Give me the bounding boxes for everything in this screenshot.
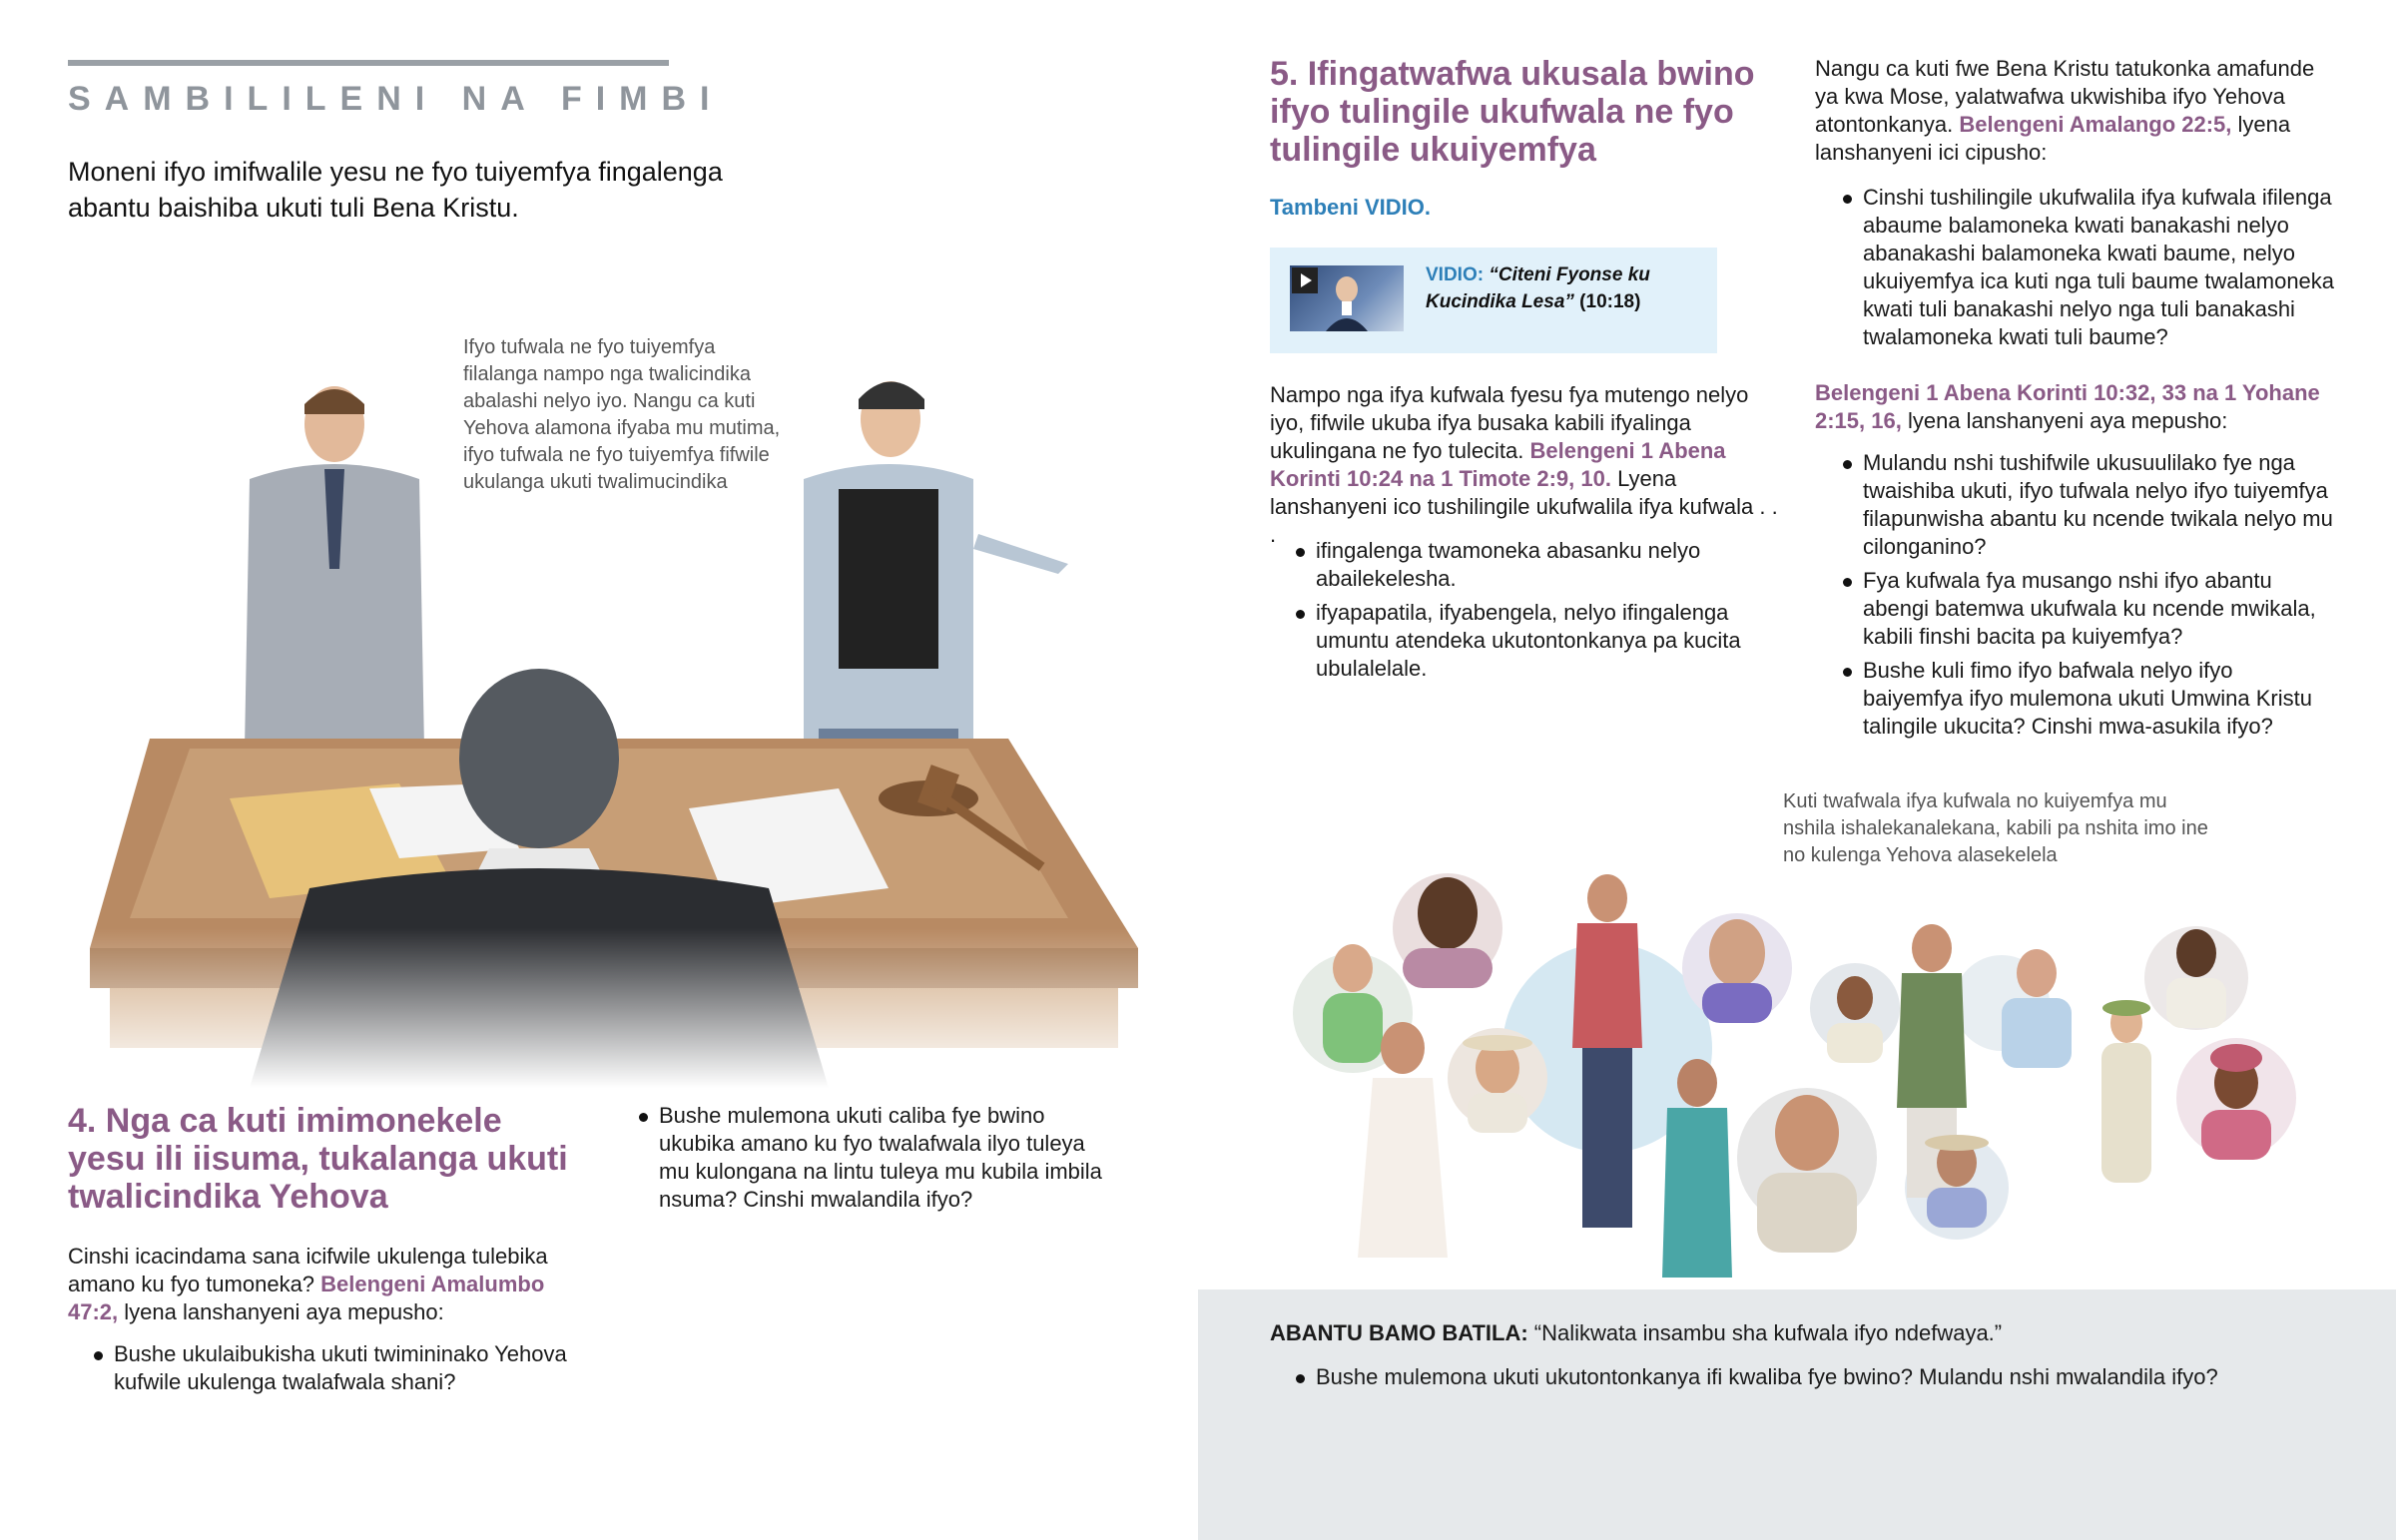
section-5-col2-paragraph	[1815, 55, 2334, 167]
section-5-bullets	[1292, 537, 1781, 689]
paragraph-text: Nampo nga ifya kufwala fyesu fya mutengo nelyo iyo, fifwile ukuba ifya busaka kabili ifyalinga ukulingana ne fyo tulecita.	[1270, 382, 1749, 463]
scripture-reference: Belengeni Amalumbo 47:2,	[68, 1272, 545, 1324]
paragraph-tail: lyena lanshanyeni ici cipusho:	[1815, 112, 2291, 165]
bullet-item: Fya kufwala fya musango nshi ifyo abantu abengi batemwa ukufwala ku ncende mwikala, kabili finshi bacita pa kuiyemfya?	[1839, 567, 2338, 651]
header-rule	[68, 60, 669, 66]
section-4-bullets-b	[635, 1102, 1114, 1220]
bullet-item: Mulandu nshi tushifwile ukusuulilako fye nga twaishiba ukuti, ifyo tufwala nelyo ifyo tuiyemfya filapunwisha abantu ku ncende twikala nelyo mu cilonganino?	[1839, 449, 2338, 561]
paragraph-tail: lyena lanshanyeni aya mepusho:	[1907, 408, 2228, 433]
paragraph-text: Nangu ca kuti fwe Bena Kristu tatukonka amafunde ya kwa Mose, yalatwafwa ukwishiba ifyo Yehova atontonkanya.	[1815, 56, 2315, 137]
video-title: “Citeni Fyonse ku Kucindika Lesa”	[1426, 264, 1650, 312]
illustration-caption: Ifyo tufwala ne fyo tuiyemfya filalanga nampo nga twalicindika abalashi nelyo iyo. Nangu ca kuti Yehova alamona ifyaba mu mutima, ifyo tufwala ne fyo tuiyemfya fifwile ukulanga ukuti twalimucindika	[463, 336, 781, 493]
bullet-item: Bushe mulemona ukuti caliba fye bwino ukubika amano ku fyo twalafwala ilyo tuleya mu kulongana na lintu tuleya mu kubila imbila nsuma? Cinshi mwalandila ifyo?	[635, 1102, 1114, 1214]
section-5-paragraph	[1270, 381, 1784, 549]
section-4-paragraph	[68, 1243, 597, 1326]
woman-green-hat	[2101, 1000, 2151, 1183]
intro-text: Moneni ifyo imifwalile yesu ne fyo tuiyemfya fingalenga abantu baishiba ukuti tuli Bena Kristu.	[68, 157, 723, 223]
bullet-item: ifingalenga twamoneka abasanku nelyo abailekelesha.	[1292, 537, 1781, 593]
watch-video-prompt: Tambeni VIDIO.	[1270, 195, 1431, 220]
bullet-item: Bushe ukulaibukisha ukuti twimininako Yehova kufwile ukulenga twalafwala shani?	[90, 1340, 609, 1396]
objection-bullets	[1292, 1363, 2370, 1397]
section-4-heading: 4. Nga ca kuti imimonekele yesu ili iisuma, tukalanga ukuti twalicindika Yehova	[68, 1102, 568, 1216]
bullet-item: ifyapapatila, ifyabengela, nelyo ifingalenga umuntu atendeka ukutontonkanya pa kucita ubulalelale.	[1292, 599, 1781, 683]
bullet-item: Bushe mulemona ukuti ukutontonkanya ifi kwaliba fye bwino? Mulandu nshi mwalandila ifyo?	[1292, 1363, 2370, 1391]
section-5-col2-bullets-2	[1839, 449, 2338, 747]
bullet-item: Cinshi tushilingile ukufwalila ifya kufwala ifilenga abaume balamoneka kwati banakashi nelyo abanakashi balamoneka kwati baume, nelyo ukuiyemfya ica kuti nga tuli baume twalamoneka kwati tuli banakashi nelyo nga tuli banakashi twalamoneka kwati tuli baume?	[1839, 184, 2338, 351]
scripture-reference: Belengeni 1 Abena Korinti 10:32, 33 na 1 Yohane 2:15, 16,	[1815, 380, 2320, 433]
video-keyword: VIDIO:	[1426, 264, 1485, 285]
people-caption: Kuti twafwala ifya kufwala no kuiyemfya mu nshila ishalekanalekana, kabili pa nshita imo ine no kulenga Yehova alasekelela	[1783, 790, 2208, 866]
paragraph-text: Cinshi icacindama sana icifwile ukulenga tulebika amano ku fyo tumoneka?	[68, 1244, 548, 1296]
section-header: SAMBILILENI NA FIMBI	[68, 80, 724, 118]
video-label[interactable]	[1426, 261, 1705, 315]
scripture-reference: Belengeni 1 Abena Korinti 10:24 na 1 Timote 2:9, 10.	[1270, 438, 1726, 491]
paragraph-tail: Lyena lanshanyeni ico tushilingile ukufwalila ifya kufwala . . .	[1270, 466, 1778, 547]
objection-statement	[1270, 1319, 2368, 1347]
section-4-bullets-a	[90, 1340, 609, 1402]
video-thumbnail[interactable]	[1290, 265, 1404, 331]
video-card[interactable]	[1270, 248, 1717, 353]
section-5-heading: 5. Ifingatwafwa ukusala bwino ifyo tulingile ukufwala ne fyo tulingile ukuiyemfya	[1270, 55, 1755, 169]
paragraph-tail: lyena lanshanyeni aya mepusho:	[124, 1299, 444, 1324]
bullet-item: Bushe kuli fimo ifyo bafwala nelyo ifyo baiyemfya ifyo mulemona ukuti Umwina Kristu talingile ukucita? Cinshi mwa-asukila ifyo?	[1839, 657, 2338, 741]
objection-label: ABANTU BAMO BATILA:	[1270, 1320, 1528, 1345]
diverse-people-illustration	[1278, 858, 2316, 1287]
scripture-reference: Belengeni Amalango 22:5,	[1959, 112, 2232, 137]
woman-plaid-shirt	[1572, 874, 1642, 1228]
section-5-col2-bullets	[1839, 184, 2338, 357]
video-duration: (10:18)	[1579, 291, 1641, 312]
section-5-col2-paragraph-2	[1815, 379, 2334, 435]
objection-quote: “Nalikwata insambu sha kufwala ifyo ndefwaya.”	[1533, 1320, 2003, 1345]
